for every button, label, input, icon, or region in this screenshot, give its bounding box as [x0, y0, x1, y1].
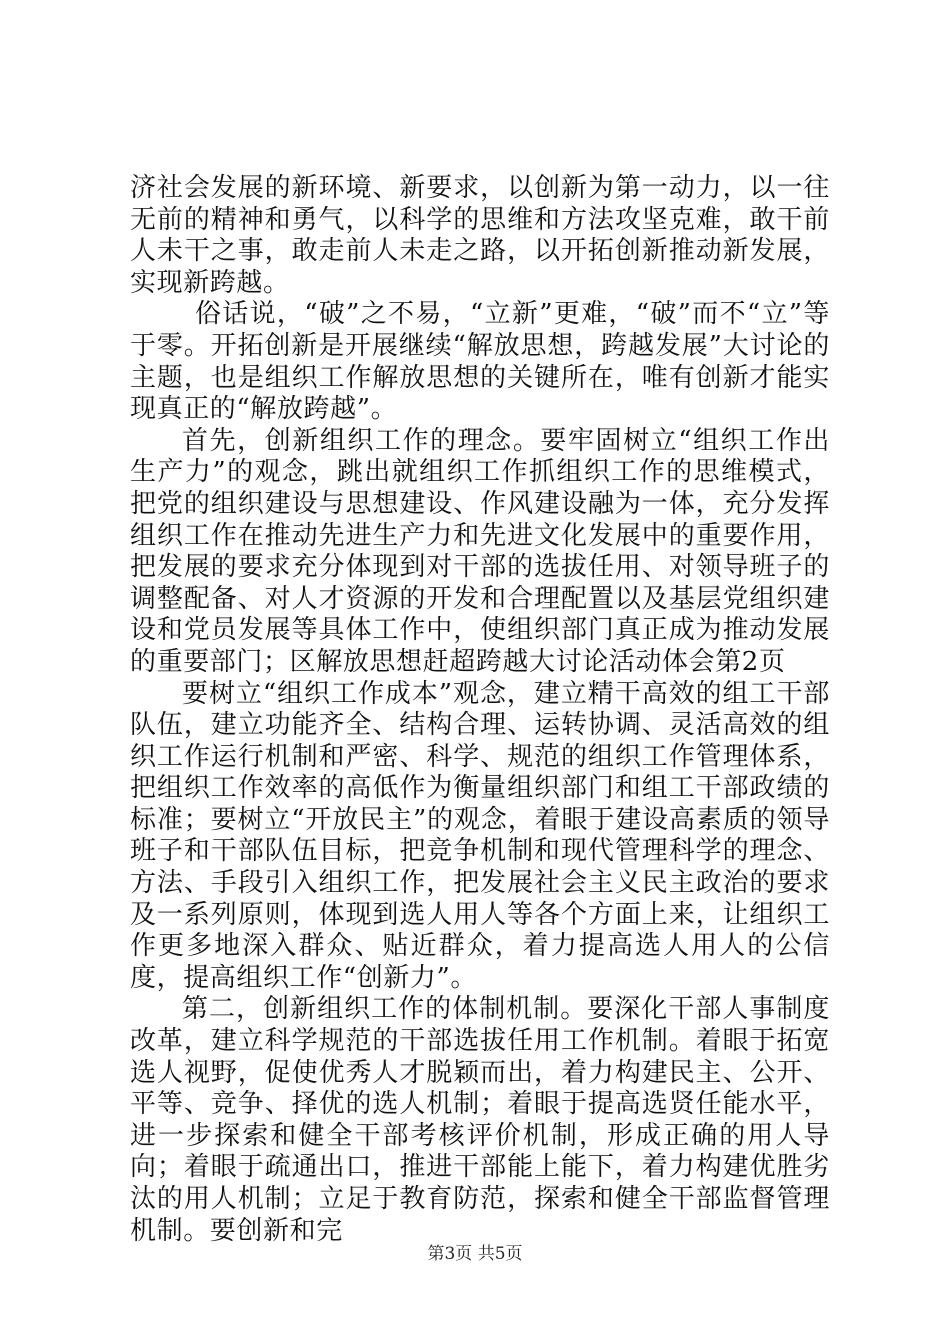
paragraph-second-point: 第二，创新组织工作的体制机制。要深化干部人事制度改革，建立科学规范的干部选拔任用工作机制。着眼于拓宽选人视野，促使优秀人才脱颖而出，着力构建民主、公开、平等、竞争、择优的选人机制；着眼于提高选贤任能水平，进一步探索和健全干部考核评价机制，形成正确的用人导向；着眼于疏通出口，推进干部能上能下，着力构建优胜劣汰的用人机制；立足于教育防范，探索和健全干部监督管理机制。要创新和完	[130, 994, 830, 1246]
paragraph-first-point: 首先，创新组织工作的理念。要牢固树立“组织工作出生产力”的观念，跳出就组织工作抓组织工作的思维模式，把党的组织建设与思想建设、作风建设融为一体，充分发挥组织工作在推动先进生产力和先进文化发展中的重要作用，把发展的要求充分体现到对干部的选拔任用、对领导班子的调整配备、对人才资源的开发和合理配置以及基层党组织建设和党员发展等具体工作中，使组织部门真正成为推动发展的重要部门；区解放思想赶超跨越大讨论活动体会第2页	[130, 425, 830, 677]
page-number-footer: 第3页 共5页	[427, 1244, 523, 1264]
paragraph-continuation: 济社会发展的新环境、新要求，以创新为第一动力，以一往无前的精神和勇气，以科学的思维和方法攻坚克难，敢干前人未干之事，敢走前人未走之路，以开拓创新推动新发展，实现新跨越。	[130, 173, 830, 298]
document-body	[130, 173, 830, 1247]
paragraph-cost-concept: 要树立“组织工作成本”观念，建立精干高效的组工干部队伍，建立功能齐全、结构合理、运转协调、灵活高效的组织工作运行机制和严密、科学、规范的组织工作管理体系，把组织工作效率的高低作为衡量组织部门和组工干部政绩的标准；要树立“开放民主”的观念，着眼于建设高素质的领导班子和干部队伍目标，把竞争机制和现代管理科学的理念、方法、手段引入组织工作，把发展社会主义民主政治的要求及一系列原则，体现到选人用人等各个方面上来，让组织工作更多地深入群众、贴近群众，着力提高选人用人的公信度，提高组织工作“创新力”。	[130, 678, 830, 993]
paragraph-proverb: 俗话说，“破”之不易，“立新”更难，“破”而不“立”等于零。开拓创新是开展继续“解放思想，跨越发展”大讨论的主题，也是组织工作解放思想的关键所在，唯有创新才能实现真正的“解放跨越”。	[130, 299, 830, 425]
